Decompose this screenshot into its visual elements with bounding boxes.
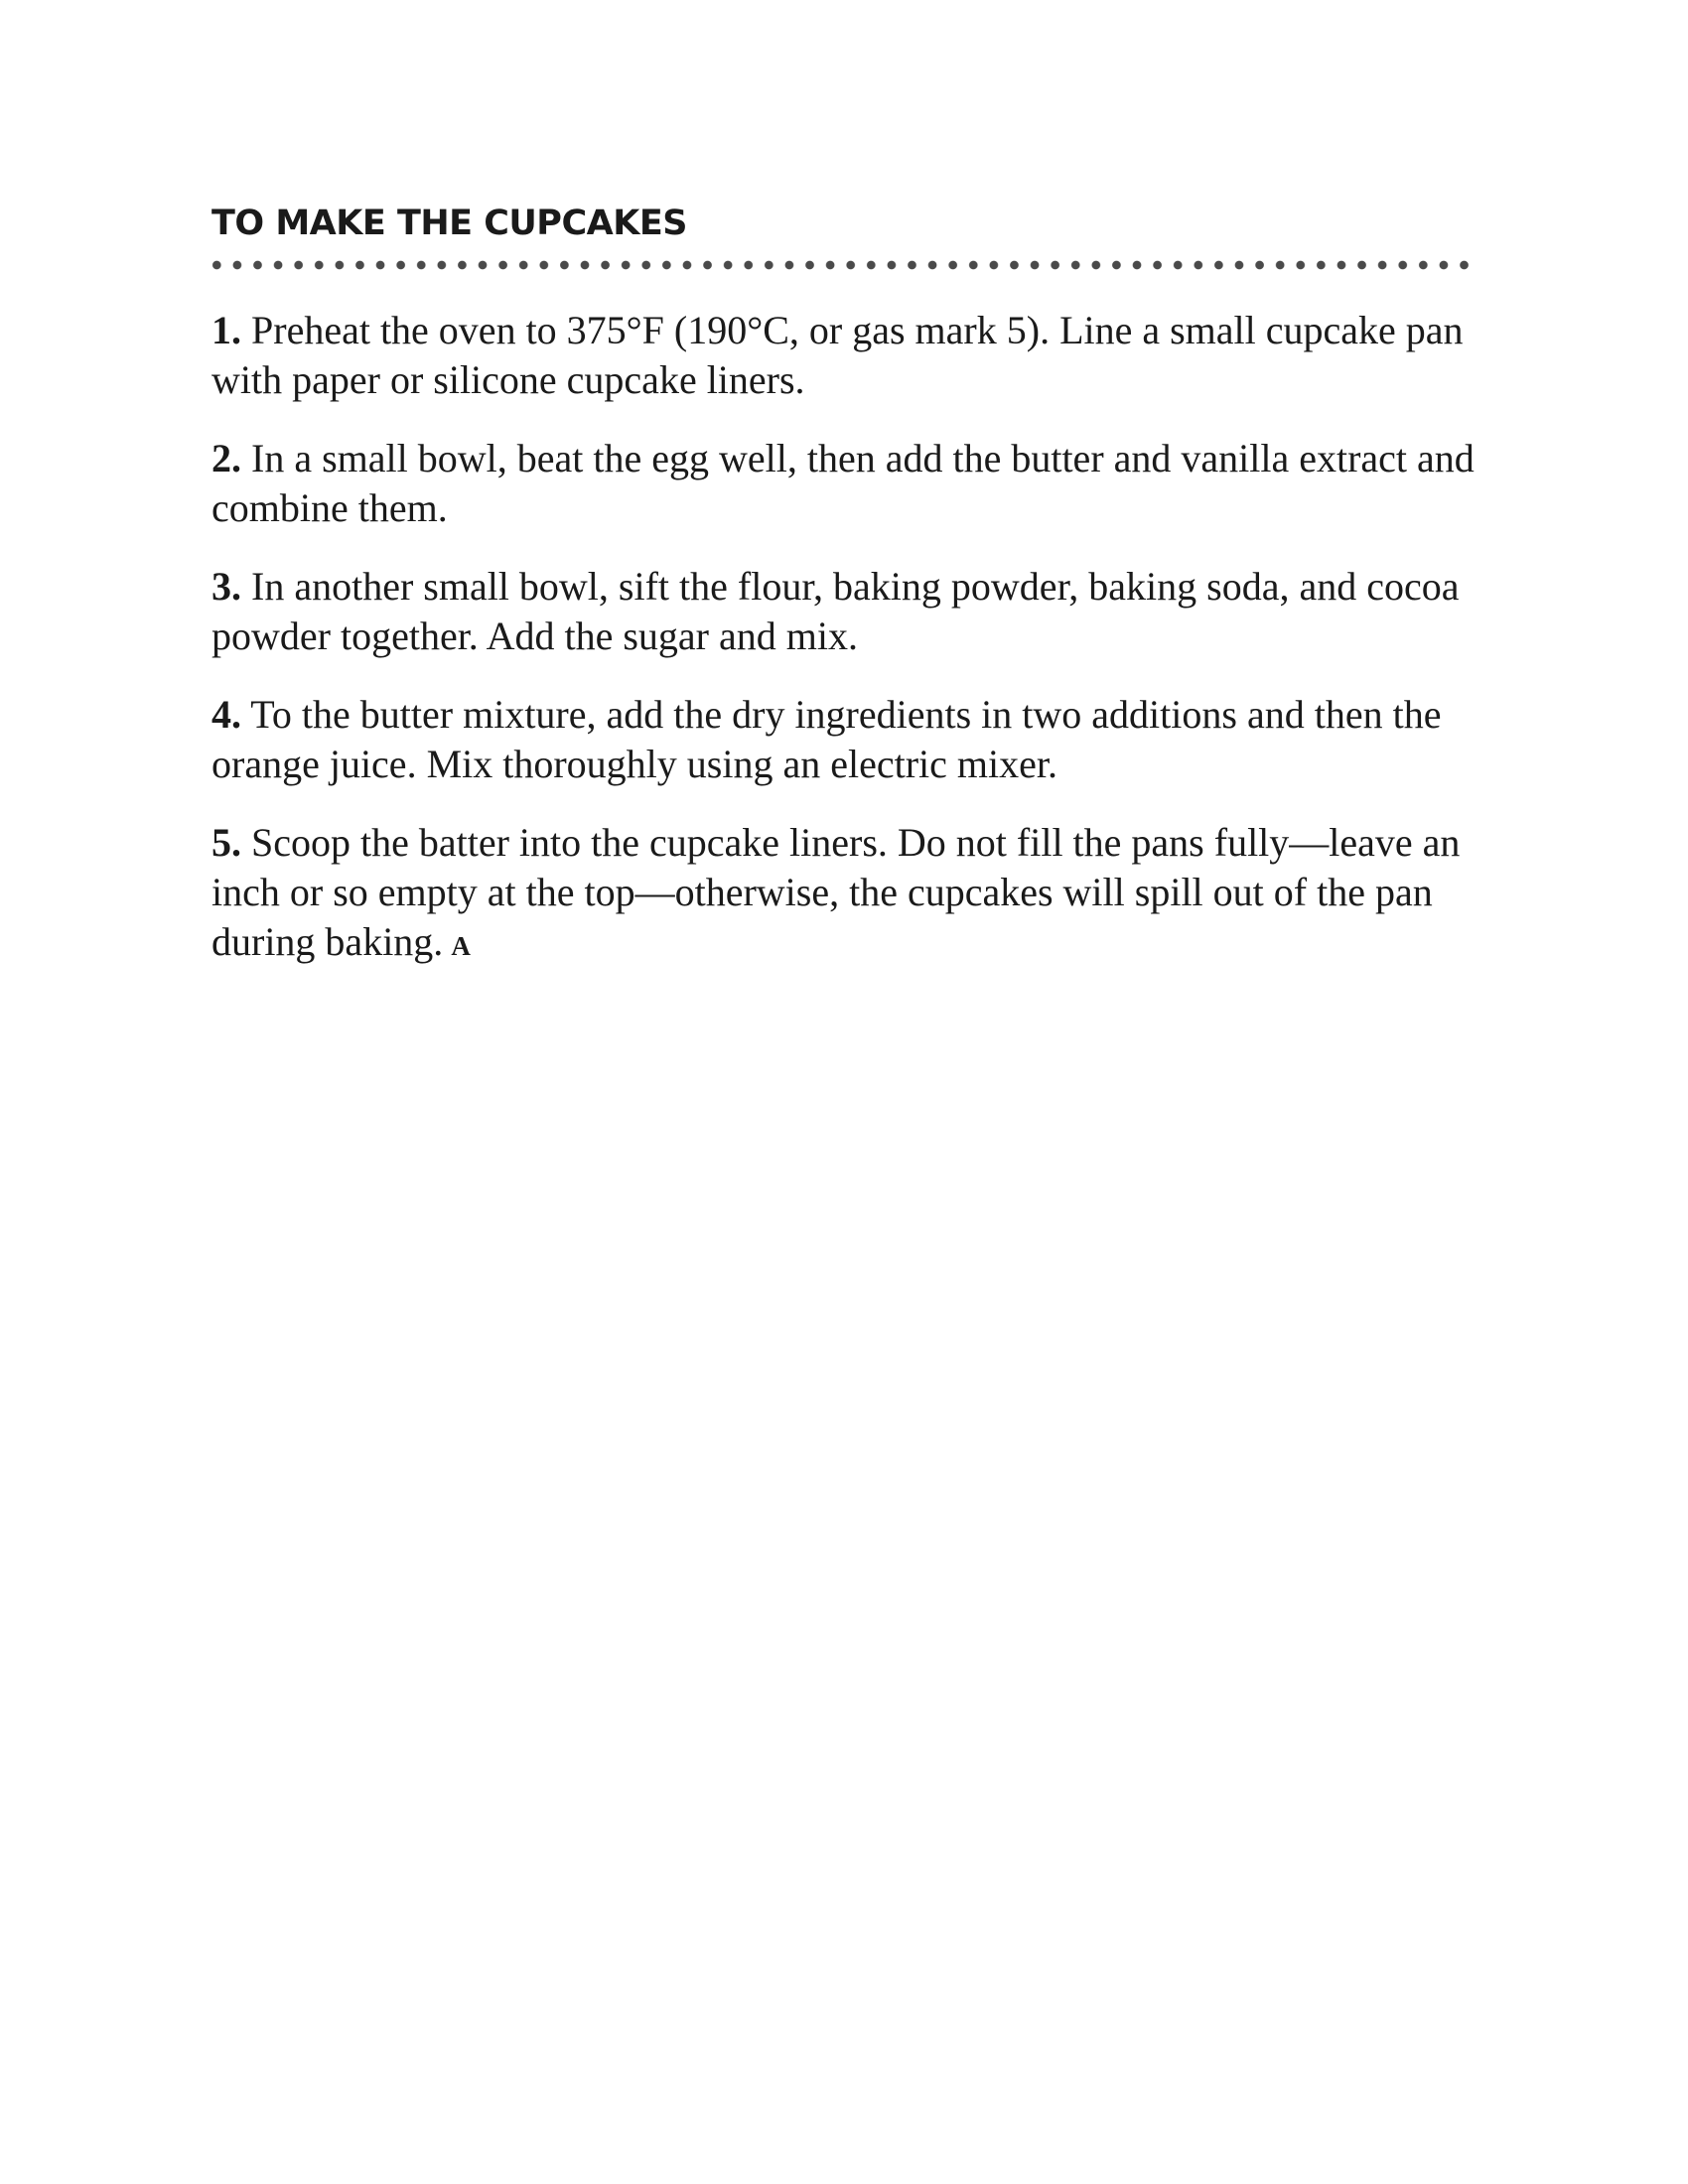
step-number: 3. xyxy=(211,564,241,609)
dotted-divider xyxy=(211,260,1477,270)
step-number: 1. xyxy=(211,308,241,352)
step-text: In a small bowl, beat the egg well, then add the butter and vanilla extract and combine them. xyxy=(211,436,1475,530)
step-1 xyxy=(211,306,1482,405)
recipe-page xyxy=(211,199,1482,1000)
step-4 xyxy=(211,690,1482,789)
step-text: Preheat the oven to 375°F (190°C, or gas mark 5). Line a small cupcake pan with paper or silicone cupcake liners. xyxy=(211,308,1464,402)
step-3 xyxy=(211,562,1482,661)
step-number: 4. xyxy=(211,692,241,737)
section-title: TO MAKE THE CUPCAKES xyxy=(211,204,687,243)
photo-reference-marker: A xyxy=(451,931,471,961)
step-2 xyxy=(211,434,1482,533)
step-text: To the butter mixture, add the dry ingredients in two additions and then the orange juice. Mix thoroughly using an electric mixer. xyxy=(211,692,1442,786)
step-text: Scoop the batter into the cupcake liners. Do not fill the pans fully—leave an inch or so empty at the top—otherwise, the cupcakes will spill out of the pan during baking. xyxy=(211,820,1461,964)
step-5 xyxy=(211,818,1482,971)
steps-list xyxy=(211,306,1482,971)
step-text: In another small bowl, sift the flour, baking powder, baking soda, and cocoa powder together. Add the sugar and mix. xyxy=(211,564,1460,658)
step-number: 2. xyxy=(211,436,241,480)
step-number: 5. xyxy=(211,820,241,865)
